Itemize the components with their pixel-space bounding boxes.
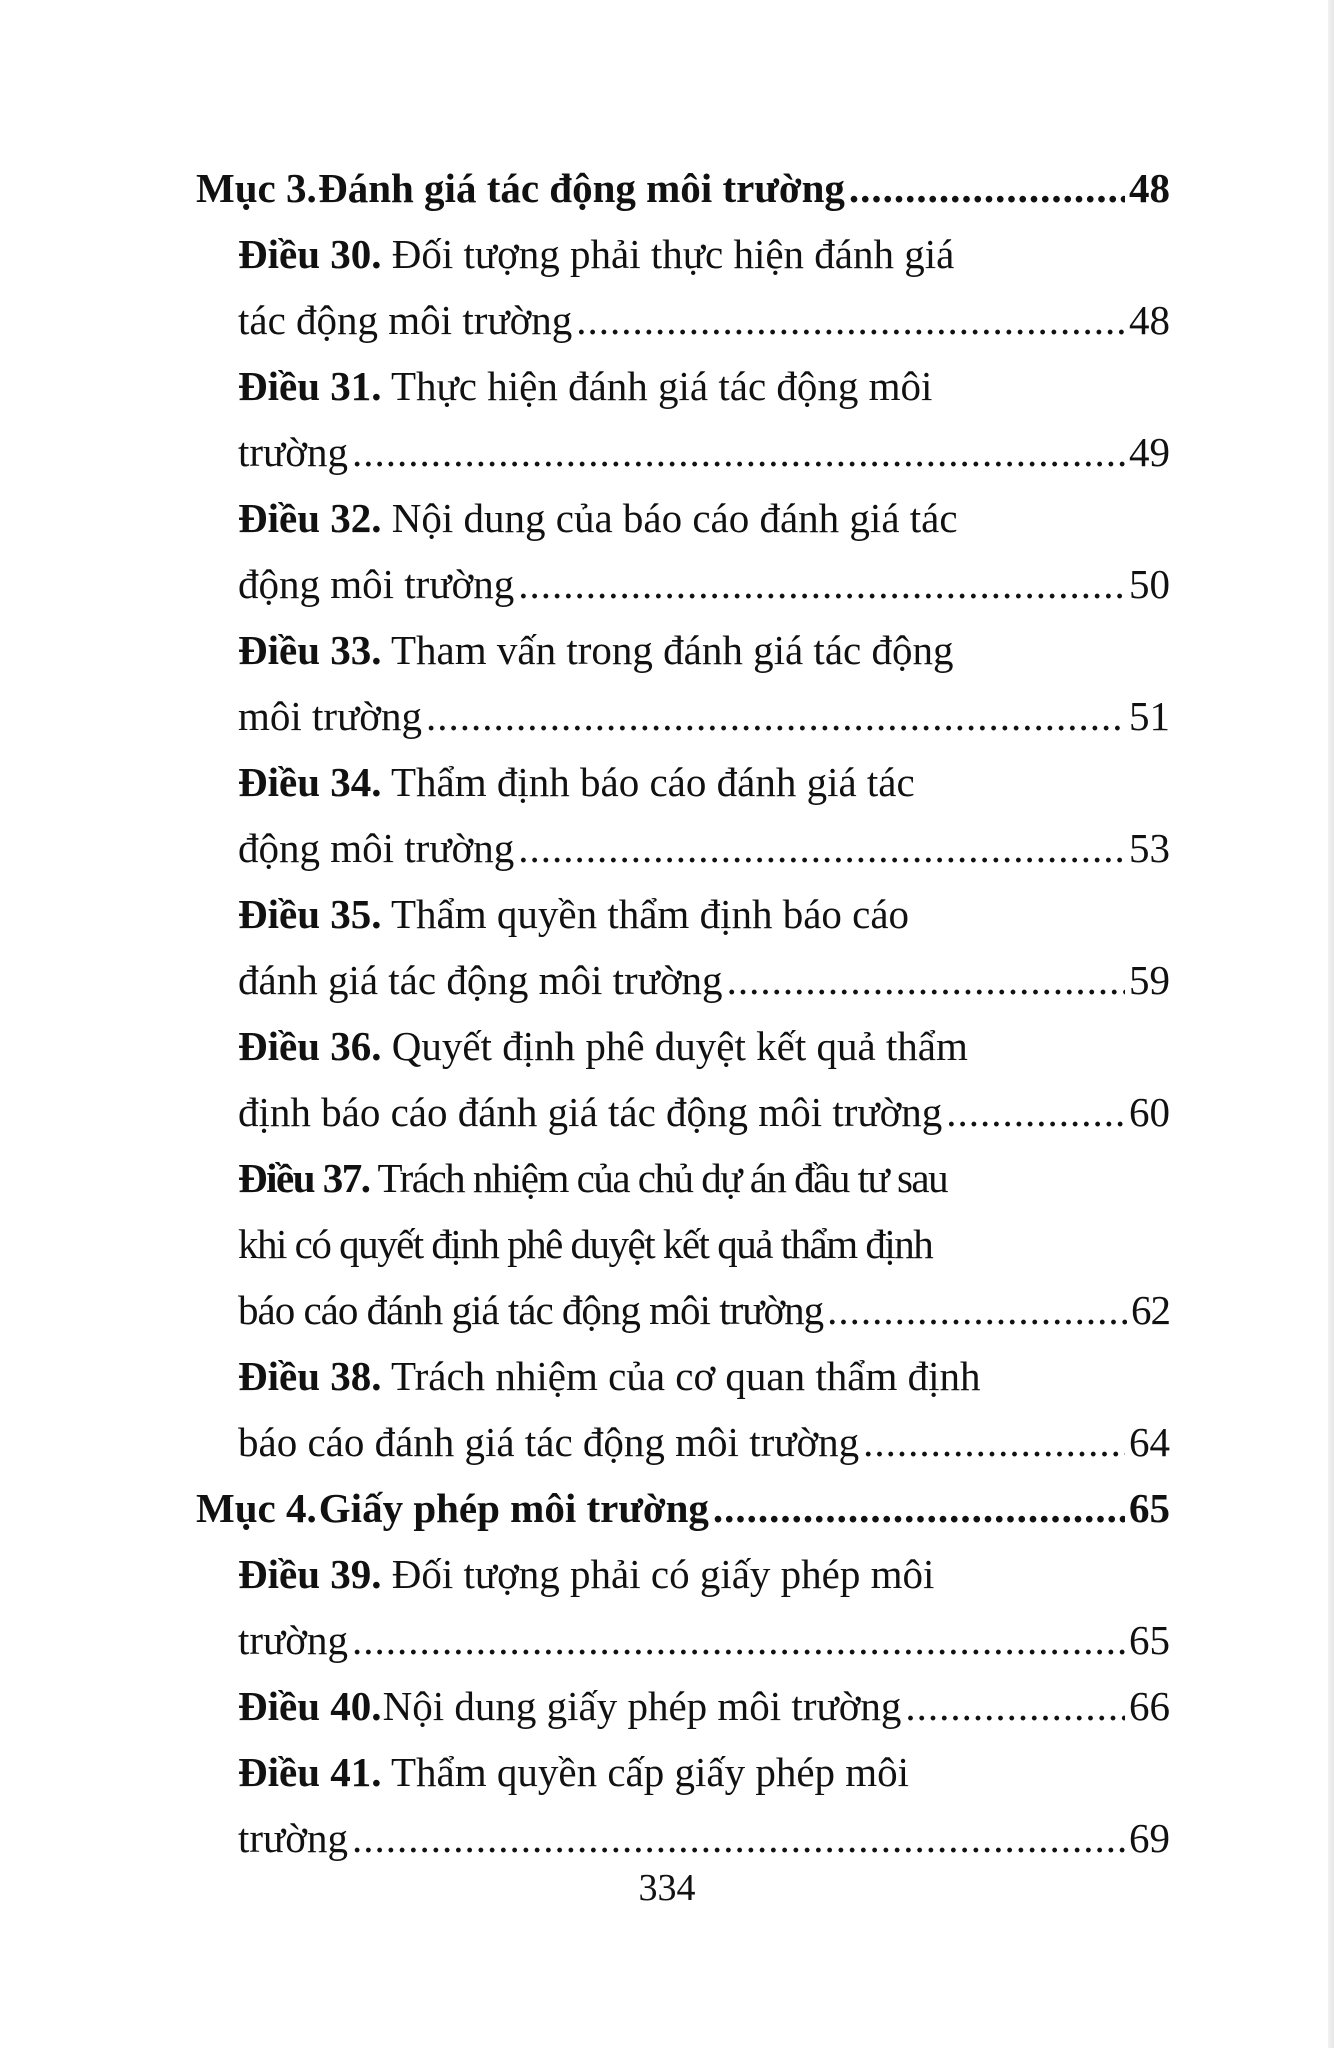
page-ref: 65 <box>1129 1617 1170 1663</box>
article-title-cont: báo cáo đánh giá tác động môi trường <box>238 1287 824 1333</box>
article-label: Điều 31. <box>238 363 382 409</box>
page-ref: 66 <box>1129 1683 1170 1729</box>
toc-article-41-line2 <box>238 1805 1170 1871</box>
article-title-cont: định báo cáo đánh giá tác động môi trường <box>238 1089 943 1135</box>
toc-article-32-line2 <box>238 551 1170 617</box>
dot-leader <box>946 1079 1125 1145</box>
article-title-cont: tác động môi trường <box>238 297 573 343</box>
page-edge-shadow <box>1328 0 1334 2048</box>
toc-section-4 <box>196 1475 1170 1541</box>
article-title-cont: báo cáo đánh giá tác động môi trường <box>238 1419 860 1465</box>
toc-article-37-line2 <box>238 1211 1170 1277</box>
dot-leader <box>352 1805 1125 1871</box>
dot-leader <box>863 1409 1125 1475</box>
toc-article-30-line1 <box>238 221 1170 287</box>
article-title: Tham vấn trong đánh giá tác động <box>391 627 954 673</box>
article-title: Nội dung giấy phép môi trường <box>382 1683 902 1729</box>
dot-leader <box>352 419 1125 485</box>
toc-article-34-line1 <box>238 749 1170 815</box>
toc-article-31-line2 <box>238 419 1170 485</box>
dot-leader <box>518 551 1125 617</box>
article-label: Điều 39. <box>238 1551 382 1597</box>
article-title: Trách nhiệm của cơ quan thẩm định <box>391 1353 981 1399</box>
page-number: 334 <box>638 1867 696 1909</box>
toc-article-39-line2 <box>238 1607 1170 1673</box>
article-label: Điều 41. <box>238 1749 382 1795</box>
toc-article-37-line1 <box>238 1145 1170 1211</box>
dot-leader <box>518 815 1125 881</box>
section-title: Đánh giá tác động môi trường <box>318 165 845 211</box>
article-title-cont: môi trường <box>238 693 422 739</box>
toc-article-36-line2 <box>238 1079 1170 1145</box>
toc-article-36-line1 <box>238 1013 1170 1079</box>
toc-article-34-line2 <box>238 815 1170 881</box>
article-title-cont: khi có quyết định phê duyệt kết quả thẩm định <box>238 1221 933 1267</box>
toc-article-37-line3 <box>238 1277 1170 1343</box>
dot-leader <box>849 155 1125 221</box>
article-title: Thực hiện đánh giá tác động môi <box>391 363 933 409</box>
toc-article-30-line2 <box>238 287 1170 353</box>
page-ref: 60 <box>1129 1089 1170 1135</box>
article-title-cont: đánh giá tác động môi trường <box>238 957 723 1003</box>
dot-leader <box>727 947 1125 1013</box>
toc-article-32-line1 <box>238 485 1170 551</box>
article-label: Điều 33. <box>238 627 382 673</box>
page-ref: 48 <box>1129 297 1170 343</box>
toc-article-39-line1 <box>238 1541 1170 1607</box>
toc-article-38-line2 <box>238 1409 1170 1475</box>
dot-leader <box>827 1277 1127 1343</box>
article-title: Đối tượng phải có giấy phép môi <box>391 1551 935 1597</box>
page-ref: 62 <box>1131 1287 1170 1333</box>
article-title-cont: động môi trường <box>238 561 515 607</box>
section-title: Giấy phép môi trường <box>318 1485 709 1531</box>
toc-article-33-line2 <box>238 683 1170 749</box>
article-title: Thẩm định báo cáo đánh giá tác <box>391 759 915 805</box>
toc-section-3 <box>196 155 1170 221</box>
article-title-cont: trường <box>238 1617 348 1663</box>
toc-article-35-line1 <box>238 881 1170 947</box>
section-label: Mục 3. <box>196 165 317 211</box>
page-ref: 53 <box>1129 825 1170 871</box>
toc-article-33-line1 <box>238 617 1170 683</box>
toc-article-38-line1 <box>238 1343 1170 1409</box>
article-title: Quyết định phê duyệt kết quả thẩm <box>391 1023 968 1069</box>
page-ref: 65 <box>1129 1485 1170 1531</box>
article-label: Điều 38. <box>238 1353 382 1399</box>
article-label: Điều 40. <box>238 1683 382 1729</box>
article-title: Đối tượng phải thực hiện đánh giá <box>391 231 955 277</box>
article-title: Nội dung của báo cáo đánh giá tác <box>391 495 958 541</box>
article-label: Điều 36. <box>238 1023 382 1069</box>
article-label: Điều 32. <box>238 495 382 541</box>
article-title: Thẩm quyền thẩm định báo cáo <box>391 891 910 937</box>
dot-leader <box>426 683 1125 749</box>
article-title: Trách nhiệm của chủ dự án đầu tư sau <box>377 1155 948 1201</box>
article-label: Điều 37. <box>238 1155 370 1201</box>
article-title-cont: động môi trường <box>238 825 515 871</box>
dot-leader <box>576 287 1125 353</box>
page-ref: 48 <box>1129 165 1170 211</box>
article-label: Điều 35. <box>238 891 382 937</box>
page-ref: 64 <box>1129 1419 1170 1465</box>
dot-leader <box>905 1673 1125 1739</box>
dot-leader <box>352 1607 1125 1673</box>
page-ref: 69 <box>1129 1815 1170 1861</box>
article-title-cont: trường <box>238 429 348 475</box>
article-label: Điều 34. <box>238 759 382 805</box>
dot-leader <box>713 1475 1125 1541</box>
article-title: Thẩm quyền cấp giấy phép môi <box>391 1749 910 1795</box>
toc-article-41-line1 <box>238 1739 1170 1805</box>
toc-article-31-line1 <box>238 353 1170 419</box>
section-label: Mục 4. <box>196 1485 317 1531</box>
toc-article-35-line2 <box>238 947 1170 1013</box>
toc-article-40 <box>238 1673 1170 1739</box>
page-ref: 49 <box>1129 429 1170 475</box>
article-label: Điều 30. <box>238 231 382 277</box>
page-ref: 59 <box>1129 957 1170 1003</box>
page-ref: 51 <box>1129 693 1170 739</box>
article-title-cont: trường <box>238 1815 348 1861</box>
page-ref: 50 <box>1129 561 1170 607</box>
